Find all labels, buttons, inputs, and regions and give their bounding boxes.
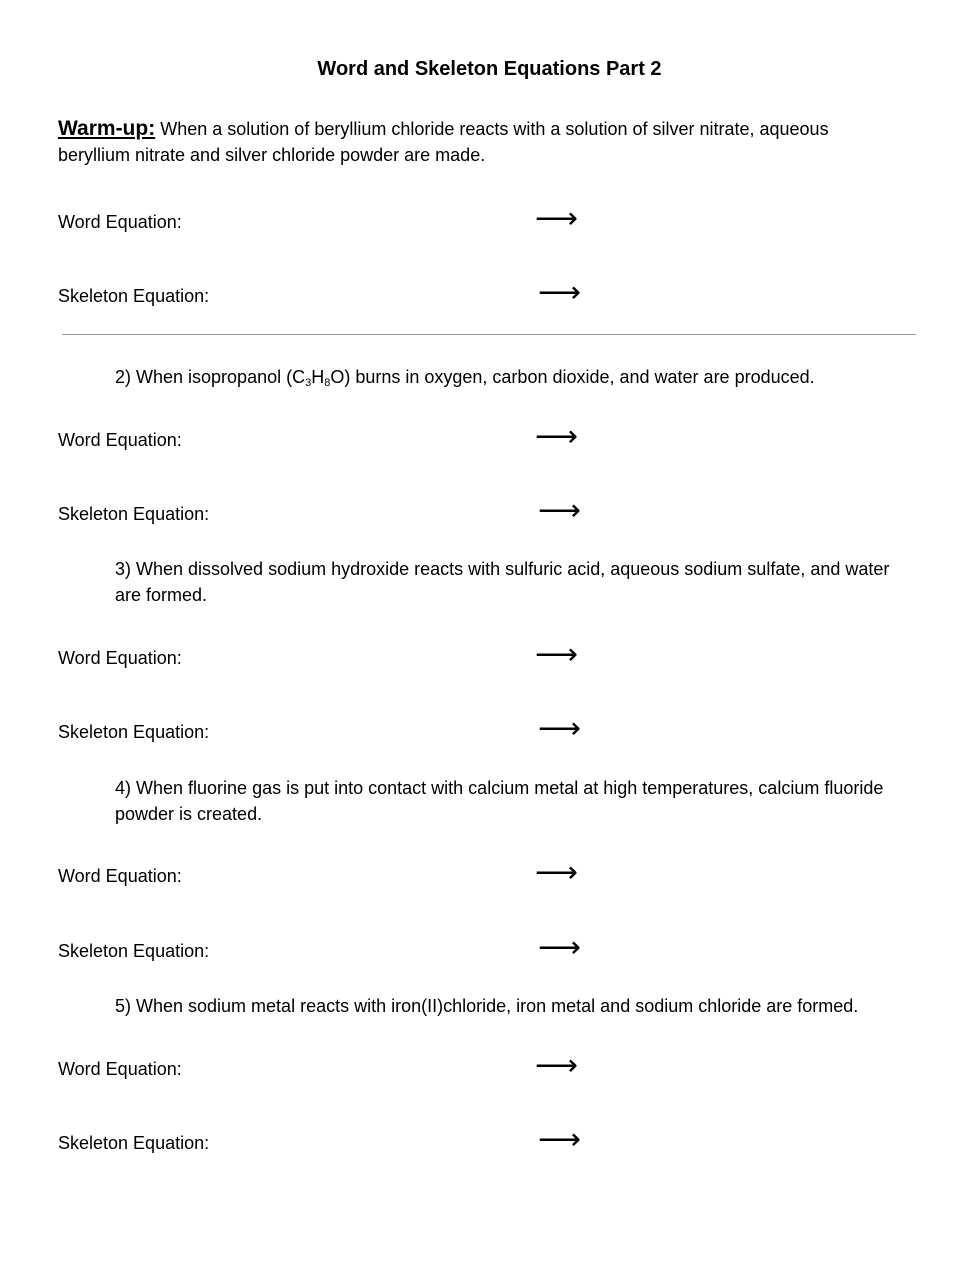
reaction-arrow: ⟶	[535, 202, 579, 235]
skeleton-equation-label: Skeleton Equation:	[58, 1133, 210, 1153]
question-2-text-part: O) burns in oxygen, carbon dioxide, and water are produced.	[330, 367, 815, 387]
word-equation-label: Word Equation:	[58, 648, 182, 668]
question-2-text-part: H	[311, 367, 325, 387]
word-equation-label: Word Equation:	[58, 1059, 182, 1079]
reaction-arrow: ⟶	[535, 638, 579, 671]
question-2-text-part: 2) When isopropanol (C	[115, 367, 306, 387]
question-5: 5) When sodium metal reacts with iron(II)chloride, iron metal and sodium chloride are formed.	[115, 996, 859, 1016]
reaction-arrow: ⟶	[538, 276, 582, 309]
page-title: Word and Skeleton Equations Part 2	[317, 58, 662, 80]
question-3: 3) When dissolved sodium hydroxide reacts with sulfuric acid, aqueous sodium sulfate, and water are formed.	[115, 559, 890, 605]
section-divider	[62, 334, 916, 335]
skeleton-equation-label: Skeleton Equation:	[58, 941, 210, 961]
reaction-arrow: ⟶	[538, 931, 582, 964]
skeleton-equation-label: Skeleton Equation:	[58, 722, 210, 742]
warmup-text: When a solution of beryllium chloride reacts with a solution of silver nitrate, aqueous beryllium nitrate and silver chloride powder are made.	[58, 119, 829, 165]
subscript: 8	[324, 377, 331, 389]
skeleton-equation-label: Skeleton Equation:	[58, 286, 210, 306]
reaction-arrow: ⟶	[538, 712, 582, 745]
warmup-paragraph	[58, 116, 898, 168]
reaction-arrow: ⟶	[535, 856, 579, 889]
reaction-arrow: ⟶	[535, 420, 579, 453]
reaction-arrow: ⟶	[538, 1123, 582, 1156]
word-equation-label: Word Equation:	[58, 866, 182, 886]
word-equation-label: Word Equation:	[58, 212, 182, 232]
reaction-arrow: ⟶	[535, 1049, 579, 1082]
reaction-arrow: ⟶	[538, 494, 582, 527]
skeleton-equation-label: Skeleton Equation:	[58, 504, 210, 524]
question-4: 4) When fluorine gas is put into contact with calcium metal at high temperatures, calcium fluoride powder is created.	[115, 778, 884, 824]
question-2	[115, 364, 915, 390]
word-equation-label: Word Equation:	[58, 430, 182, 450]
subscript: 3	[305, 377, 312, 389]
warmup-label: Warm-up:	[58, 117, 156, 140]
